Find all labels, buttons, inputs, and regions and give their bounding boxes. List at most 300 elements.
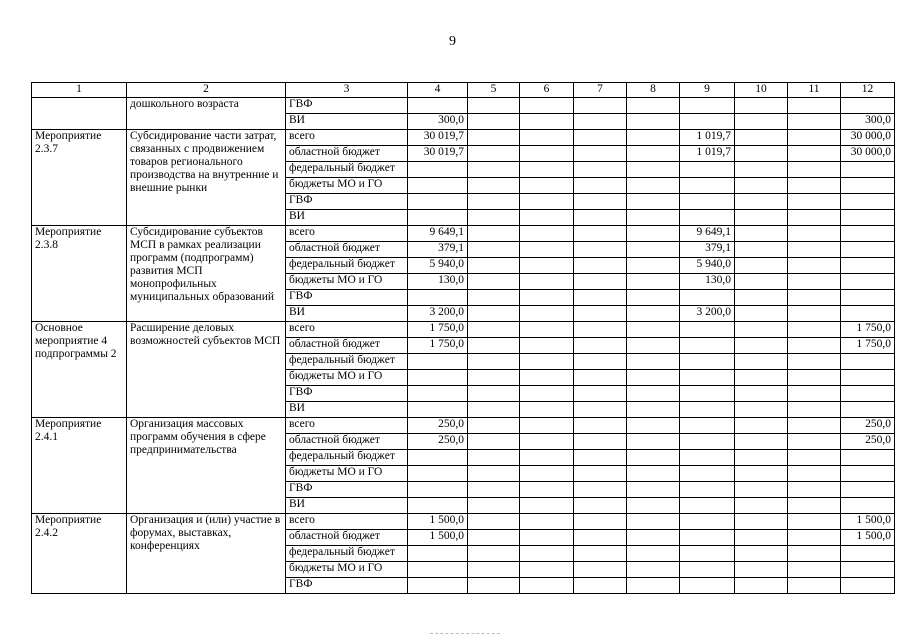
value-cell-col-7: [574, 578, 627, 594]
value-cell-col-10: [735, 466, 788, 482]
value-cell-col-10: [735, 322, 788, 338]
value-cell-col-7: [574, 114, 627, 130]
value-cell-col-8: [627, 434, 680, 450]
value-cell-col-10: [735, 434, 788, 450]
column-header: 6: [520, 83, 574, 98]
funding-source-cell: областной бюджет: [286, 338, 408, 354]
value-cell-col-6: [520, 146, 574, 162]
value-cell-col-9: 1 019,7: [680, 146, 735, 162]
value-cell-col-6: [520, 178, 574, 194]
funding-source-cell: ВИ: [286, 114, 408, 130]
funding-source-cell: всего: [286, 130, 408, 146]
value-cell-col-6: [520, 162, 574, 178]
value-cell-col-9: [680, 338, 735, 354]
value-cell-col-11: [788, 498, 841, 514]
value-cell-col-7: [574, 386, 627, 402]
budget-table: [31, 82, 895, 594]
value-cell-col-11: [788, 178, 841, 194]
value-cell-col-4: 379,1: [408, 242, 468, 258]
value-cell-col-10: [735, 210, 788, 226]
table-row: [32, 130, 895, 146]
value-cell-col-6: [520, 498, 574, 514]
value-cell-col-5: [468, 98, 520, 114]
value-cell-col-5: [468, 530, 520, 546]
value-cell-col-9: [680, 290, 735, 306]
value-cell-col-5: [468, 514, 520, 530]
value-cell-col-6: [520, 114, 574, 130]
value-cell-col-11: [788, 434, 841, 450]
value-cell-col-5: [468, 338, 520, 354]
value-cell-col-6: [520, 402, 574, 418]
value-cell-col-10: [735, 482, 788, 498]
funding-source-cell: ГВФ: [286, 482, 408, 498]
value-cell-col-5: [468, 114, 520, 130]
funding-source-cell: областной бюджет: [286, 530, 408, 546]
value-cell-col-12: [841, 482, 895, 498]
value-cell-col-9: 379,1: [680, 242, 735, 258]
value-cell-col-4: 250,0: [408, 434, 468, 450]
value-cell-col-5: [468, 578, 520, 594]
value-cell-col-12: [841, 258, 895, 274]
column-header: 10: [735, 83, 788, 98]
column-header: 4: [408, 83, 468, 98]
value-cell-col-7: [574, 290, 627, 306]
value-cell-col-12: 1 500,0: [841, 530, 895, 546]
value-cell-col-5: [468, 290, 520, 306]
value-cell-col-11: [788, 226, 841, 242]
activity-code-cell: Мероприятие 2.3.7: [32, 130, 127, 226]
value-cell-col-7: [574, 210, 627, 226]
value-cell-col-11: [788, 386, 841, 402]
value-cell-col-8: [627, 370, 680, 386]
funding-source-cell: ГВФ: [286, 578, 408, 594]
value-cell-col-12: [841, 178, 895, 194]
value-cell-col-5: [468, 546, 520, 562]
value-cell-col-12: [841, 242, 895, 258]
value-cell-col-10: [735, 354, 788, 370]
value-cell-col-12: [841, 546, 895, 562]
value-cell-col-7: [574, 130, 627, 146]
column-header: 9: [680, 83, 735, 98]
column-header: 3: [286, 83, 408, 98]
value-cell-col-10: [735, 530, 788, 546]
value-cell-col-8: [627, 386, 680, 402]
funding-source-cell: федеральный бюджет: [286, 354, 408, 370]
value-cell-col-6: [520, 546, 574, 562]
value-cell-col-10: [735, 514, 788, 530]
value-cell-col-8: [627, 530, 680, 546]
value-cell-col-9: [680, 482, 735, 498]
value-cell-col-4: 9 649,1: [408, 226, 468, 242]
funding-source-cell: федеральный бюджет: [286, 162, 408, 178]
activity-code-cell: [32, 98, 127, 130]
funding-source-cell: ВИ: [286, 498, 408, 514]
value-cell-col-6: [520, 530, 574, 546]
funding-source-cell: областной бюджет: [286, 146, 408, 162]
value-cell-col-4: 1 500,0: [408, 514, 468, 530]
value-cell-col-12: [841, 226, 895, 242]
value-cell-col-10: [735, 290, 788, 306]
column-header: 12: [841, 83, 895, 98]
table-row: [32, 226, 895, 242]
value-cell-col-9: [680, 514, 735, 530]
value-cell-col-12: 250,0: [841, 418, 895, 434]
value-cell-col-11: [788, 242, 841, 258]
value-cell-col-11: [788, 354, 841, 370]
value-cell-col-12: 30 000,0: [841, 146, 895, 162]
value-cell-col-6: [520, 242, 574, 258]
funding-source-cell: бюджеты МО и ГО: [286, 466, 408, 482]
value-cell-col-8: [627, 194, 680, 210]
value-cell-col-4: [408, 290, 468, 306]
value-cell-col-5: [468, 434, 520, 450]
value-cell-col-6: [520, 306, 574, 322]
value-cell-col-10: [735, 418, 788, 434]
value-cell-col-12: [841, 578, 895, 594]
value-cell-col-10: [735, 402, 788, 418]
value-cell-col-6: [520, 450, 574, 466]
value-cell-col-8: [627, 130, 680, 146]
column-header: 5: [468, 83, 520, 98]
value-cell-col-11: [788, 418, 841, 434]
value-cell-col-9: [680, 450, 735, 466]
value-cell-col-4: 300,0: [408, 114, 468, 130]
value-cell-col-10: [735, 578, 788, 594]
value-cell-col-12: [841, 498, 895, 514]
funding-source-cell: федеральный бюджет: [286, 546, 408, 562]
value-cell-col-8: [627, 162, 680, 178]
value-cell-col-11: [788, 402, 841, 418]
funding-source-cell: бюджеты МО и ГО: [286, 370, 408, 386]
activity-title-cell: Организация массовых программ обучения в сфере предпринимательства: [127, 418, 286, 514]
value-cell-col-4: [408, 178, 468, 194]
value-cell-col-11: [788, 482, 841, 498]
value-cell-col-11: [788, 530, 841, 546]
value-cell-col-4: [408, 546, 468, 562]
value-cell-col-5: [468, 162, 520, 178]
value-cell-col-4: [408, 498, 468, 514]
value-cell-col-12: 1 750,0: [841, 338, 895, 354]
value-cell-col-4: [408, 354, 468, 370]
value-cell-col-10: [735, 498, 788, 514]
column-header: 8: [627, 83, 680, 98]
value-cell-col-12: [841, 274, 895, 290]
funding-source-cell: федеральный бюджет: [286, 450, 408, 466]
funding-source-cell: ГВФ: [286, 386, 408, 402]
value-cell-col-10: [735, 226, 788, 242]
funding-source-cell: областной бюджет: [286, 434, 408, 450]
value-cell-col-8: [627, 306, 680, 322]
value-cell-col-11: [788, 162, 841, 178]
value-cell-col-10: [735, 450, 788, 466]
value-cell-col-11: [788, 338, 841, 354]
value-cell-col-8: [627, 466, 680, 482]
value-cell-col-9: [680, 210, 735, 226]
table-row: [32, 322, 895, 338]
value-cell-col-4: [408, 450, 468, 466]
value-cell-col-9: 3 200,0: [680, 306, 735, 322]
value-cell-col-6: [520, 338, 574, 354]
value-cell-col-8: [627, 322, 680, 338]
value-cell-col-7: [574, 178, 627, 194]
value-cell-col-8: [627, 98, 680, 114]
value-cell-col-10: [735, 146, 788, 162]
column-header: 2: [127, 83, 286, 98]
value-cell-col-10: [735, 258, 788, 274]
value-cell-col-4: 3 200,0: [408, 306, 468, 322]
value-cell-col-5: [468, 450, 520, 466]
value-cell-col-9: [680, 434, 735, 450]
value-cell-col-6: [520, 194, 574, 210]
value-cell-col-6: [520, 226, 574, 242]
value-cell-col-9: 130,0: [680, 274, 735, 290]
value-cell-col-4: [408, 210, 468, 226]
value-cell-col-12: [841, 210, 895, 226]
funding-source-cell: ВИ: [286, 402, 408, 418]
value-cell-col-11: [788, 578, 841, 594]
value-cell-col-12: 250,0: [841, 434, 895, 450]
value-cell-col-12: [841, 370, 895, 386]
value-cell-col-7: [574, 434, 627, 450]
value-cell-col-4: [408, 194, 468, 210]
value-cell-col-6: [520, 418, 574, 434]
value-cell-col-7: [574, 162, 627, 178]
table-row: [32, 418, 895, 434]
value-cell-col-7: [574, 258, 627, 274]
value-cell-col-10: [735, 546, 788, 562]
value-cell-col-11: [788, 274, 841, 290]
value-cell-col-12: 1 500,0: [841, 514, 895, 530]
value-cell-col-8: [627, 418, 680, 434]
value-cell-col-10: [735, 162, 788, 178]
value-cell-col-12: [841, 466, 895, 482]
value-cell-col-11: [788, 194, 841, 210]
value-cell-col-4: 1 750,0: [408, 338, 468, 354]
value-cell-col-7: [574, 466, 627, 482]
value-cell-col-8: [627, 242, 680, 258]
page-number: 9: [449, 34, 456, 49]
value-cell-col-12: [841, 162, 895, 178]
value-cell-col-11: [788, 546, 841, 562]
value-cell-col-6: [520, 98, 574, 114]
value-cell-col-4: 5 940,0: [408, 258, 468, 274]
value-cell-col-5: [468, 562, 520, 578]
footer-mark: [430, 633, 500, 636]
funding-source-cell: ГВФ: [286, 98, 408, 114]
value-cell-col-11: [788, 98, 841, 114]
value-cell-col-8: [627, 562, 680, 578]
value-cell-col-11: [788, 370, 841, 386]
value-cell-col-5: [468, 130, 520, 146]
value-cell-col-11: [788, 290, 841, 306]
value-cell-col-5: [468, 178, 520, 194]
value-cell-col-8: [627, 226, 680, 242]
value-cell-col-9: 9 649,1: [680, 226, 735, 242]
value-cell-col-12: [841, 98, 895, 114]
value-cell-col-8: [627, 290, 680, 306]
value-cell-col-4: 30 019,7: [408, 146, 468, 162]
value-cell-col-6: [520, 514, 574, 530]
value-cell-col-5: [468, 258, 520, 274]
value-cell-col-7: [574, 402, 627, 418]
value-cell-col-8: [627, 338, 680, 354]
value-cell-col-9: [680, 402, 735, 418]
value-cell-col-9: [680, 546, 735, 562]
value-cell-col-8: [627, 402, 680, 418]
value-cell-col-4: 30 019,7: [408, 130, 468, 146]
value-cell-col-4: [408, 402, 468, 418]
value-cell-col-6: [520, 258, 574, 274]
value-cell-col-5: [468, 274, 520, 290]
activity-code-cell: Мероприятие 2.3.8: [32, 226, 127, 322]
value-cell-col-9: [680, 530, 735, 546]
value-cell-col-11: [788, 562, 841, 578]
value-cell-col-8: [627, 546, 680, 562]
value-cell-col-7: [574, 306, 627, 322]
activity-title-cell: Организация и (или) участие в форумах, выставках, конференциях: [127, 514, 286, 594]
value-cell-col-7: [574, 274, 627, 290]
value-cell-col-6: [520, 210, 574, 226]
value-cell-col-4: 250,0: [408, 418, 468, 434]
value-cell-col-10: [735, 386, 788, 402]
value-cell-col-4: 130,0: [408, 274, 468, 290]
value-cell-col-8: [627, 450, 680, 466]
value-cell-col-10: [735, 194, 788, 210]
value-cell-col-7: [574, 98, 627, 114]
value-cell-col-5: [468, 402, 520, 418]
value-cell-col-5: [468, 242, 520, 258]
value-cell-col-11: [788, 146, 841, 162]
value-cell-col-12: [841, 386, 895, 402]
value-cell-col-11: [788, 466, 841, 482]
funding-source-cell: всего: [286, 514, 408, 530]
value-cell-col-8: [627, 274, 680, 290]
value-cell-col-4: 1 750,0: [408, 322, 468, 338]
value-cell-col-4: [408, 98, 468, 114]
value-cell-col-12: [841, 306, 895, 322]
value-cell-col-12: 300,0: [841, 114, 895, 130]
activity-title-cell: Субсидирование субъектов МСП в рамках реализации программ (подпрограмм) развития МСП монопрофильных муниципальных образований: [127, 226, 286, 322]
value-cell-col-5: [468, 306, 520, 322]
value-cell-col-5: [468, 418, 520, 434]
value-cell-col-8: [627, 258, 680, 274]
value-cell-col-6: [520, 370, 574, 386]
value-cell-col-7: [574, 146, 627, 162]
table-row: [32, 98, 895, 114]
value-cell-col-7: [574, 562, 627, 578]
value-cell-col-4: [408, 370, 468, 386]
value-cell-col-10: [735, 242, 788, 258]
value-cell-col-10: [735, 370, 788, 386]
value-cell-col-4: [408, 562, 468, 578]
value-cell-col-6: [520, 434, 574, 450]
value-cell-col-8: [627, 210, 680, 226]
value-cell-col-9: [680, 162, 735, 178]
value-cell-col-5: [468, 498, 520, 514]
column-header: 1: [32, 83, 127, 98]
value-cell-col-11: [788, 210, 841, 226]
value-cell-col-9: [680, 114, 735, 130]
value-cell-col-7: [574, 482, 627, 498]
column-header-row: [32, 83, 895, 98]
value-cell-col-7: [574, 418, 627, 434]
value-cell-col-7: [574, 322, 627, 338]
value-cell-col-9: [680, 322, 735, 338]
value-cell-col-10: [735, 338, 788, 354]
value-cell-col-4: [408, 386, 468, 402]
value-cell-col-12: [841, 290, 895, 306]
value-cell-col-5: [468, 210, 520, 226]
value-cell-col-6: [520, 130, 574, 146]
value-cell-col-7: [574, 226, 627, 242]
value-cell-col-7: [574, 194, 627, 210]
value-cell-col-5: [468, 226, 520, 242]
value-cell-col-10: [735, 98, 788, 114]
value-cell-col-9: [680, 418, 735, 434]
value-cell-col-9: [680, 194, 735, 210]
value-cell-col-11: [788, 258, 841, 274]
funding-source-cell: областной бюджет: [286, 242, 408, 258]
funding-source-cell: бюджеты МО и ГО: [286, 274, 408, 290]
value-cell-col-7: [574, 546, 627, 562]
value-cell-col-12: [841, 562, 895, 578]
value-cell-col-5: [468, 386, 520, 402]
value-cell-col-5: [468, 482, 520, 498]
value-cell-col-9: [680, 466, 735, 482]
value-cell-col-8: [627, 146, 680, 162]
value-cell-col-11: [788, 322, 841, 338]
value-cell-col-10: [735, 562, 788, 578]
value-cell-col-9: [680, 354, 735, 370]
value-cell-col-7: [574, 514, 627, 530]
value-cell-col-9: [680, 98, 735, 114]
value-cell-col-8: [627, 114, 680, 130]
value-cell-col-9: [680, 386, 735, 402]
value-cell-col-5: [468, 146, 520, 162]
value-cell-col-10: [735, 130, 788, 146]
value-cell-col-10: [735, 274, 788, 290]
value-cell-col-10: [735, 306, 788, 322]
value-cell-col-11: [788, 306, 841, 322]
value-cell-col-12: [841, 354, 895, 370]
value-cell-col-6: [520, 290, 574, 306]
value-cell-col-6: [520, 274, 574, 290]
value-cell-col-11: [788, 130, 841, 146]
value-cell-col-7: [574, 354, 627, 370]
value-cell-col-4: [408, 482, 468, 498]
value-cell-col-4: [408, 162, 468, 178]
value-cell-col-5: [468, 354, 520, 370]
value-cell-col-12: [841, 194, 895, 210]
value-cell-col-4: 1 500,0: [408, 530, 468, 546]
activity-code-cell: Мероприятие 2.4.1: [32, 418, 127, 514]
value-cell-col-10: [735, 114, 788, 130]
funding-source-cell: ВИ: [286, 210, 408, 226]
value-cell-col-6: [520, 482, 574, 498]
value-cell-col-9: [680, 178, 735, 194]
value-cell-col-12: [841, 402, 895, 418]
activity-title-cell: Субсидирование части затрат, связанных с продвижением товаров регионального производства на внутренние и внешние рынки: [127, 130, 286, 226]
value-cell-col-11: [788, 450, 841, 466]
value-cell-col-5: [468, 322, 520, 338]
value-cell-col-6: [520, 322, 574, 338]
value-cell-col-7: [574, 242, 627, 258]
funding-source-cell: всего: [286, 226, 408, 242]
value-cell-col-6: [520, 562, 574, 578]
funding-source-cell: ГВФ: [286, 290, 408, 306]
value-cell-col-10: [735, 178, 788, 194]
value-cell-col-7: [574, 338, 627, 354]
